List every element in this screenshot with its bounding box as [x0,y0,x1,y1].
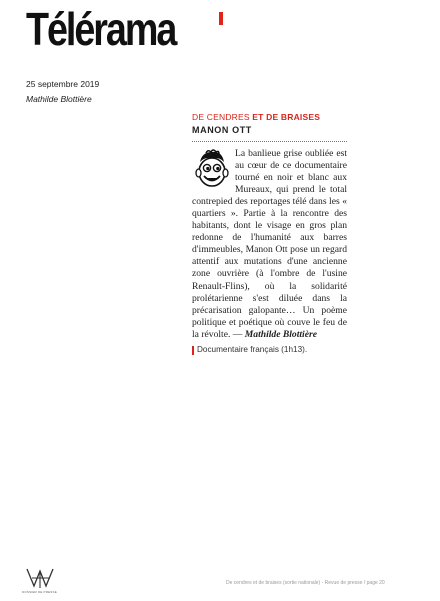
logo-red-mark [219,12,223,25]
film-title [192,112,347,122]
page-footer-caption: De cendres et de braises (sortie nationale) - Revue de presse / page 20 [226,580,385,586]
film-title-part1: DE CENDRES [192,112,253,122]
smiling-face-icon [192,148,232,192]
film-info: Documentaire français (1h13). [192,345,347,354]
publication-date: 25 septembre 2019 [26,79,100,89]
review-text: La banlieue grise oubliée est au cœur de ce documentaire tourné en noir et blanc aux Mureaux, qui prend le total contrepied des reportages télé dans les « quartiers ». Partie à la rencontre des habitants, dont le visage en gros plan redonne de l'humanité aux barres d'immeubles, Manon Ott pose un regard attentif aux mutations d'une ancienne zone ouvrière (à l'ombre de l'usine Renault-Flins), où la solidarité prolétarienne s'est diluée dans la précarisation galopante… Un poème politique et poétique où couve le feu de la révolte. — [192,148,347,340]
film-title-part2: ET DE BRAISES [252,112,321,122]
film-director: MANON OTT [192,125,252,135]
publication-logo: Télérama [26,3,176,55]
distributor-logo-caption: DOSSIER DE PRESSE [22,590,57,594]
distributor-logo [22,566,62,596]
review-signature: Mathilde Blottière [244,328,317,340]
review-article [192,112,347,354]
review-body [192,148,347,341]
dotted-divider [192,141,347,142]
article-author: Mathilde Blottière [26,94,92,104]
